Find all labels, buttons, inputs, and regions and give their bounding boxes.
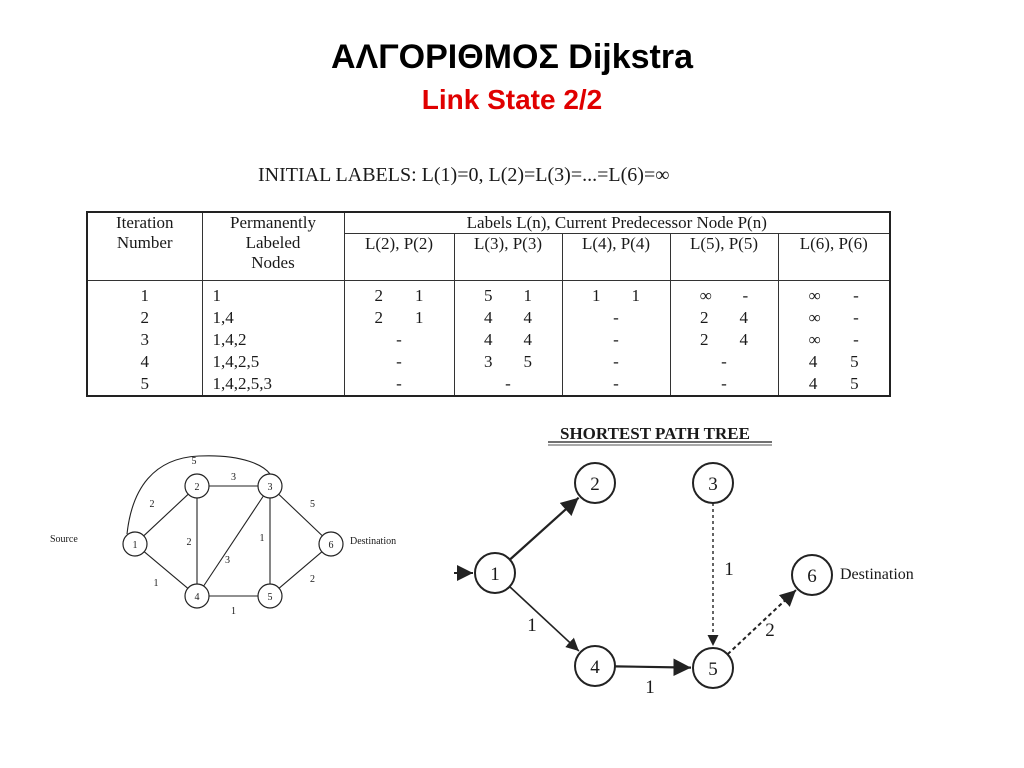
iteration-cell: 5 <box>87 373 202 396</box>
header-permanent-line: Permanently <box>230 213 316 232</box>
tree-edge <box>728 590 796 654</box>
label-value: ∞ <box>808 308 821 328</box>
edge-weight: 2 <box>310 574 315 585</box>
permanent-nodes-cell: 1,4 <box>202 307 344 329</box>
permanent-nodes-cell: 1,4,2 <box>202 329 344 351</box>
label-value: 1 <box>631 286 640 306</box>
tree-destination-label: Destination <box>840 566 914 583</box>
table-body <box>87 281 890 397</box>
edge-weight: 2 <box>149 499 155 510</box>
iteration-cell: 2 <box>87 307 202 329</box>
iteration-cell: 1 <box>87 281 202 308</box>
sub-header-cell: L(3), P(3) <box>454 234 562 281</box>
label-cell <box>778 373 890 396</box>
edge-line <box>204 496 264 586</box>
label-value: - <box>742 286 749 306</box>
label-value: 4 <box>523 308 532 328</box>
iteration-cell: 3 <box>87 329 202 351</box>
edge-weight: 5 <box>191 456 197 467</box>
tree-edge-weight: 1 <box>527 615 537 636</box>
network-graph <box>44 448 464 628</box>
header-iteration <box>87 212 202 281</box>
label-value: 4 <box>808 352 818 372</box>
node-label: 3 <box>267 482 273 493</box>
label-value: 5 <box>850 352 859 372</box>
tree-edge <box>510 498 579 560</box>
tree-node-label: 5 <box>708 659 718 680</box>
sub-header-cell: L(6), P(6) <box>778 234 890 281</box>
label-cell: - <box>562 329 670 351</box>
label-cell: - <box>344 351 454 373</box>
label-value: 4 <box>523 330 532 350</box>
label-cell: - <box>562 351 670 373</box>
source-label: Source <box>50 534 78 545</box>
node-label: 6 <box>328 540 334 551</box>
dijkstra-labels-table <box>86 211 891 397</box>
label-cell <box>454 281 562 308</box>
edge-line <box>279 552 322 588</box>
node-label: 1 <box>132 540 138 551</box>
sub-header-cell: L(2), P(2) <box>344 234 454 281</box>
table-row <box>87 373 890 396</box>
label-value: 1 <box>415 286 424 306</box>
edge-line <box>279 494 323 535</box>
tree-node-label: 6 <box>807 566 817 587</box>
label-value: 5 <box>850 373 859 393</box>
header-permanent-line: Labeled <box>245 233 301 252</box>
table-row <box>87 329 890 351</box>
label-cell <box>778 281 890 308</box>
edge-line <box>144 552 188 589</box>
tree-edge-weight: 2 <box>765 620 775 641</box>
label-value: 4 <box>739 308 748 328</box>
tree-edge <box>615 666 691 667</box>
label-value: - <box>853 286 859 306</box>
label-value: ∞ <box>808 330 821 350</box>
label-cell: - <box>344 329 454 351</box>
edge-weight: 5 <box>310 499 315 510</box>
initial-labels: INITIAL LABELS: L(1)=0, L(2)=L(3)=...=L(6)=∞ <box>258 164 670 186</box>
label-cell: - <box>454 373 562 396</box>
label-value: 2 <box>700 308 709 328</box>
label-cell <box>454 307 562 329</box>
label-cell <box>778 307 890 329</box>
label-value: 5 <box>523 352 532 372</box>
label-cell <box>778 351 890 373</box>
table-row <box>87 281 890 308</box>
header-permanent <box>202 212 344 281</box>
header-permanent-line: Nodes <box>251 253 295 272</box>
tree-node-label: 2 <box>590 474 600 495</box>
slide-title: ΑΛΓΟΡΙΘΜΟΣ Dijkstra <box>330 38 694 76</box>
label-value: 1 <box>415 308 424 328</box>
label-cell: - <box>562 307 670 329</box>
label-value: 1 <box>523 286 532 306</box>
tree-edge-weight: 1 <box>724 559 734 580</box>
label-value: 4 <box>808 373 818 393</box>
label-value: 4 <box>739 330 748 350</box>
table-row <box>87 351 890 373</box>
slide-subtitle: Link State 2/2 <box>421 84 603 115</box>
label-value: 4 <box>484 308 493 328</box>
label-cell: - <box>562 373 670 396</box>
iteration-cell: 4 <box>87 351 202 373</box>
label-cell <box>454 351 562 373</box>
edge-weight: 1 <box>153 578 159 589</box>
edge-weight: 1 <box>231 606 236 617</box>
label-cell <box>670 329 778 351</box>
label-value: ∞ <box>808 286 821 306</box>
label-cell <box>778 329 890 351</box>
label-value: ∞ <box>699 286 712 306</box>
tree-node-label: 4 <box>590 657 600 678</box>
label-value: - <box>853 330 859 350</box>
table-row <box>87 307 890 329</box>
edge-weight: 3 <box>231 472 236 483</box>
label-cell <box>670 281 778 308</box>
label-cell: - <box>670 373 778 396</box>
edge-weight: 2 <box>186 537 192 548</box>
tree-title: SHORTEST PATH TREE <box>560 424 750 443</box>
label-value: 2 <box>374 286 383 306</box>
edge-weight: 1 <box>259 533 265 544</box>
label-cell <box>454 329 562 351</box>
shortest-path-tree <box>452 418 972 698</box>
permanent-nodes-cell: 1,4,2,5,3 <box>202 373 344 396</box>
tree-node-label: 3 <box>708 474 718 495</box>
permanent-nodes-cell: 1 <box>202 281 344 308</box>
label-cell <box>670 307 778 329</box>
tree-edge-weight: 1 <box>645 677 655 698</box>
label-cell <box>344 307 454 329</box>
label-value: 4 <box>484 330 493 350</box>
label-cell <box>562 281 670 308</box>
label-value: 3 <box>484 352 493 372</box>
node-label: 4 <box>194 592 200 603</box>
label-value: 2 <box>374 308 383 328</box>
label-cell: - <box>670 351 778 373</box>
header-labels: Labels L(n), Current Predecessor Node P(n) <box>344 212 890 234</box>
label-value: 5 <box>484 286 493 306</box>
label-cell <box>344 281 454 308</box>
edge-weight: 3 <box>225 555 230 566</box>
node-label: 5 <box>267 592 273 603</box>
tree-edge <box>510 587 579 651</box>
sub-header-cell: L(4), P(4) <box>562 234 670 281</box>
destination-label: Destination <box>350 536 397 547</box>
header-iteration-line: Iteration <box>115 213 174 232</box>
node-label: 2 <box>194 482 200 493</box>
label-value: 1 <box>592 286 601 306</box>
label-value: - <box>853 308 859 328</box>
header-iteration-line: Number <box>116 233 173 252</box>
sub-header-cell: L(5), P(5) <box>670 234 778 281</box>
label-value: 2 <box>700 330 709 350</box>
label-cell: - <box>344 373 454 396</box>
tree-node-label: 1 <box>490 564 500 585</box>
permanent-nodes-cell: 1,4,2,5 <box>202 351 344 373</box>
